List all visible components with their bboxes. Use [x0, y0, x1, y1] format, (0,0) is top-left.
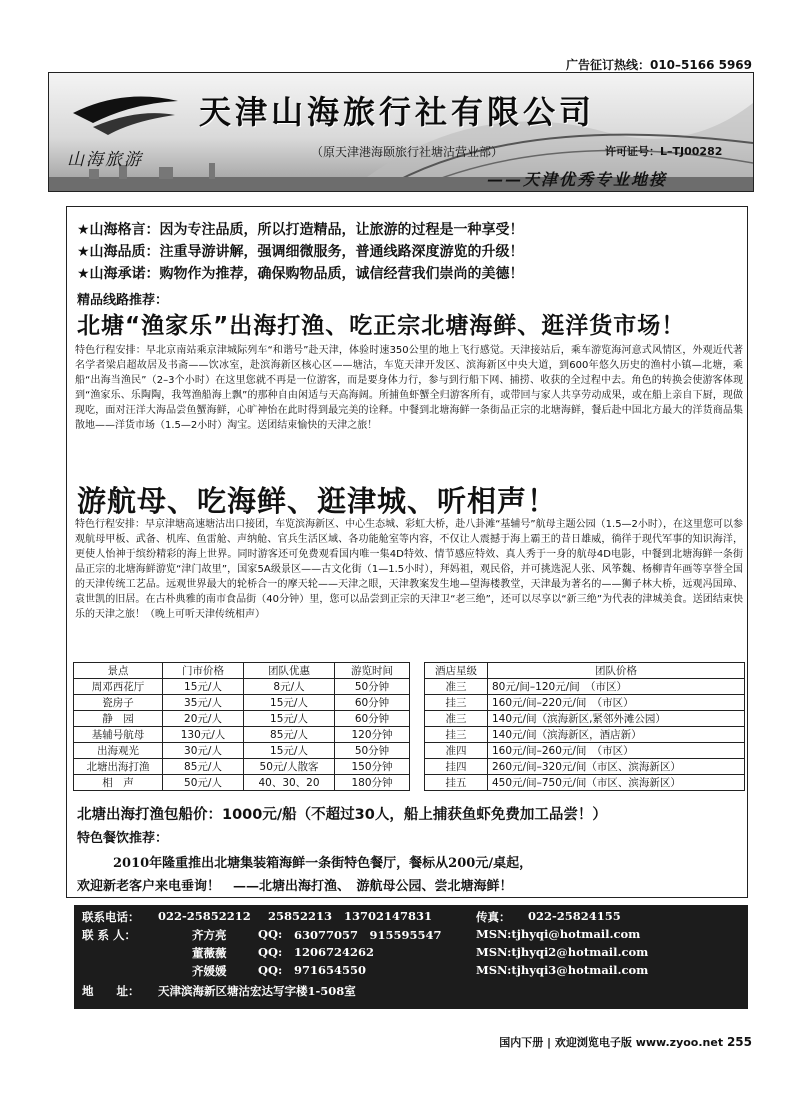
brand-script: 山海旅游: [67, 150, 143, 170]
contact-person-row: [82, 927, 742, 945]
col-header: 团队价格: [488, 663, 745, 679]
cell: 周邓西花厅: [74, 679, 163, 695]
qq-label: QQ:: [258, 927, 283, 941]
address-text: 天津滨海新区塘沽宏达写字楼1-508室: [158, 984, 356, 998]
boat-charter-price: 北塘出海打渔包船价：1000元/船（不超过30人，船上捕获鱼虾免费加工品尝！）: [77, 807, 607, 823]
cell: 15元/人: [244, 743, 335, 759]
page-footer: [499, 1034, 752, 1050]
route2-description: 特色行程安排：早京津塘高速塘沽出口接团，车览滨海新区、中心生态城、彩虹大桥，赴八卦滩“基辅号”航母主题公园（1.5—2小时），在这里您可以参观航母甲板、武备、机库、鱼雷舱、声纳舱、官兵生活区域、各功能舱室等内容，不仅让人震撼于海上霸王的昔日雄威，徜徉于现代军事的知识海洋，更使人怡神于缤纷精彩的海上世界。同时游客还可免费观看国内唯一集4D特效、情节感应特效、真人秀于一身的航母4D电影，中餐到北塘海鲜一条街品正宗的北塘海鲜游览“津门故里”，国家5A级景区——古文化街（1—1.5小时），拜妈祖，观民俗，并可挑选泥人张、风筝魏、杨柳青年画等享誉全国的天津传统工艺品。远观世界最大的轮桥合一的摩天轮——天津之眼，天津教案发生地—望海楼教堂，天津最为著名的——狮子林大桥，远观冯国璋、袁世凯的旧居。在古朴典雅的南市食品街（40分钟）里，您可以品尝到正宗的天津卫“老三绝”，还可以尽享以“新三绝”为代表的津城美食。送团结束快乐的天津之旅！（晚上可听天津传统相声）: [75, 519, 743, 620]
table-row: [74, 711, 745, 727]
qq-number: 1206724262: [294, 945, 375, 959]
table-row: [74, 775, 745, 791]
fax-label: 传真：: [476, 910, 511, 924]
phone-number[interactable]: 13702147831: [344, 909, 433, 923]
cell: 出海观光: [74, 743, 163, 759]
person-name: 齐媛媛: [192, 964, 227, 978]
cell: 挂四: [425, 759, 488, 775]
phone-row: [82, 909, 742, 927]
cell: 120分钟: [335, 727, 410, 743]
msn-address[interactable]: MSN:tjhyqi2@hotmail.com: [476, 945, 649, 959]
cell: 140元/间（滨海新区，酒店新）: [488, 727, 745, 743]
cell: 80元/间–120元/间 （市区）: [488, 679, 745, 695]
cell: 静 园: [74, 711, 163, 727]
cell: 50分钟: [335, 679, 410, 695]
cell: 50分钟: [335, 743, 410, 759]
price-table: [73, 662, 745, 791]
cell: 准四: [425, 743, 488, 759]
cell: 基辅号航母: [74, 727, 163, 743]
qq-number: 971654550: [294, 963, 367, 977]
table-gap: [410, 663, 425, 679]
cell: 30元/人: [163, 743, 244, 759]
table-gap: [410, 775, 425, 791]
banner-slogan: ——天津优秀专业地接: [487, 170, 668, 189]
msn-address[interactable]: MSN:tjhyqi@hotmail.com: [476, 927, 641, 941]
cell: 40、30、20: [244, 775, 335, 791]
cell: 260元/间–320元/间（市区、滨海新区）: [488, 759, 745, 775]
route1-headline: 北塘“渔家乐”出海打渔、吃正宗北塘海鲜、逛洋货市场！: [77, 313, 686, 339]
ad-hotline: 广告征订热线：010–5166 5969: [565, 58, 752, 72]
cell: 15元/人: [244, 695, 335, 711]
route2-headline: 游航母、吃海鲜、逛津城、听相声！: [77, 484, 558, 518]
address-label: 地 址：: [82, 984, 140, 998]
person-name: 齐方亮: [192, 928, 227, 942]
cell: 北塘出海打渔: [74, 759, 163, 775]
table-row: [74, 743, 745, 759]
motto-1: ★山海格言：因为专注品质，所以打造精品，让旅游的过程是一种享受！: [77, 222, 524, 238]
qq-number: 63077057 915595547: [294, 928, 442, 942]
cell: 130元/人: [163, 727, 244, 743]
phone-number[interactable]: 25852213: [268, 909, 333, 923]
table-gap: [410, 743, 425, 759]
route1-description: 特色行程安排：早北京南站乘京津城际列车“和谐号”赴天津，体验时速350公里的地上飞行感觉。天津接站后，乘车游览海河意式风情区，外观近代著名学者梁启超故居及书斋——饮冰室，赴滨海新区核心区——塘沽，车览天津开发区、滨海新区中央大道，到600年悠久历史的渔村小镇—北塘，乘船“出海当渔民”（2–3个小时）在这里您就不再是一位游客，而是要身体力行，参与到行船下网、捕捞、收获的全过程中去。角色的转换会使游客体现到“渔家乐、乐陶陶，我驾渔船海上飘”的那种自由闲适与天高海阔。所捕鱼虾蟹全归游客所有，或带回与家人共享劳动成果，或在船上亲自下厨，现做现吃，面对汪洋大海品尝鱼蟹海鲜，心旷神怡在此时得到最完美的诠释。中餐到北塘海鲜一条街品正宗的北塘海鲜，餐后赴中国北方最大的洋货商品集散地——洋货市场（1.5—2小时）淘宝。送团结束愉快的天津之旅！: [75, 345, 743, 431]
person-label: 联 系 人：: [82, 928, 137, 942]
fax-number: 022-25824155: [528, 909, 621, 923]
cell: 瓷房子: [74, 695, 163, 711]
col-header: 景点: [74, 663, 163, 679]
cell: 85元/人: [163, 759, 244, 775]
cell: 50元/人: [163, 775, 244, 791]
footer-section: 国内下册 | 欢迎浏览电子版 www.zyoo.net: [499, 1036, 724, 1049]
qq-label: QQ:: [258, 945, 283, 959]
cell: 15元/人: [163, 679, 244, 695]
section-title: 精品线路推荐：: [77, 293, 169, 308]
page-number: 255: [726, 1035, 752, 1049]
company-logo: [63, 83, 183, 143]
cell: 180分钟: [335, 775, 410, 791]
table-gap: [410, 711, 425, 727]
cell: 15元/人: [244, 711, 335, 727]
phone-number[interactable]: 022-25852212: [158, 909, 251, 923]
motto-2: ★山海品质：注重导游讲解，强调细微服务，普通线路深度游览的升级！: [77, 244, 524, 260]
col-header: 酒店星级: [425, 663, 488, 679]
company-subtitle: （原天津港海颐旅行社塘沽营业部）: [311, 145, 504, 159]
header-banner: [48, 72, 754, 192]
table-row: [74, 679, 745, 695]
col-header: 门市价格: [163, 663, 244, 679]
contact-person-row: [82, 945, 742, 963]
address-row: [82, 983, 742, 1001]
table-row: [74, 727, 745, 743]
col-header: 团队优惠: [244, 663, 335, 679]
license-number: 许可证号：L–TJ00282: [605, 145, 723, 158]
table-gap: [410, 679, 425, 695]
cell: 60分钟: [335, 695, 410, 711]
food-section-title: 特色餐饮推荐：: [77, 831, 169, 846]
cell: 准三: [425, 679, 488, 695]
cell: 挂三: [425, 727, 488, 743]
food-promo-line-1: 2010年隆重推出北塘集装箱海鲜一条街特色餐厅，餐标从200元/桌起，: [113, 856, 533, 871]
cell: 450元/间–750元/间（市区、滨海新区）: [488, 775, 745, 791]
table-gap: [410, 727, 425, 743]
cell: 35元/人: [163, 695, 244, 711]
cell: 挂三: [425, 695, 488, 711]
food-promo-line-2: 欢迎新老客户来电垂询！ ——北塘出海打渔、 游航母公园、尝北塘海鲜！: [77, 879, 513, 894]
phone-label: 联系电话：: [82, 910, 140, 924]
cell: 20元/人: [163, 711, 244, 727]
table-row: [74, 695, 745, 711]
col-header: 游览时间: [335, 663, 410, 679]
table-gap: [410, 759, 425, 775]
cell: 50元/人散客: [244, 759, 335, 775]
cell: 85元/人: [244, 727, 335, 743]
company-name: 天津山海旅行社有限公司: [199, 93, 596, 131]
cell: 8元/人: [244, 679, 335, 695]
msn-address[interactable]: MSN:tjhyqi3@hotmail.com: [476, 963, 649, 977]
cell: 150分钟: [335, 759, 410, 775]
table-header-row: [74, 663, 745, 679]
contact-panel: [74, 905, 748, 1009]
cell: 140元/间（滨海新区,紧邻外滩公园）: [488, 711, 745, 727]
cell: 挂五: [425, 775, 488, 791]
qq-label: QQ:: [258, 963, 283, 977]
contact-person-row: [82, 963, 742, 981]
cell: 160元/间–220元/间 （市区）: [488, 695, 745, 711]
table-gap: [410, 695, 425, 711]
cell: 准三: [425, 711, 488, 727]
cell: 相 声: [74, 775, 163, 791]
ad-content-box: [66, 206, 748, 898]
cell: 60分钟: [335, 711, 410, 727]
motto-3: ★山海承诺：购物作为推荐，确保购物品质，诚信经营我们崇尚的美德！: [77, 266, 524, 282]
cell: 160元/间–260元/间 （市区）: [488, 743, 745, 759]
table-row: [74, 759, 745, 775]
person-name: 董薇薇: [192, 946, 227, 960]
